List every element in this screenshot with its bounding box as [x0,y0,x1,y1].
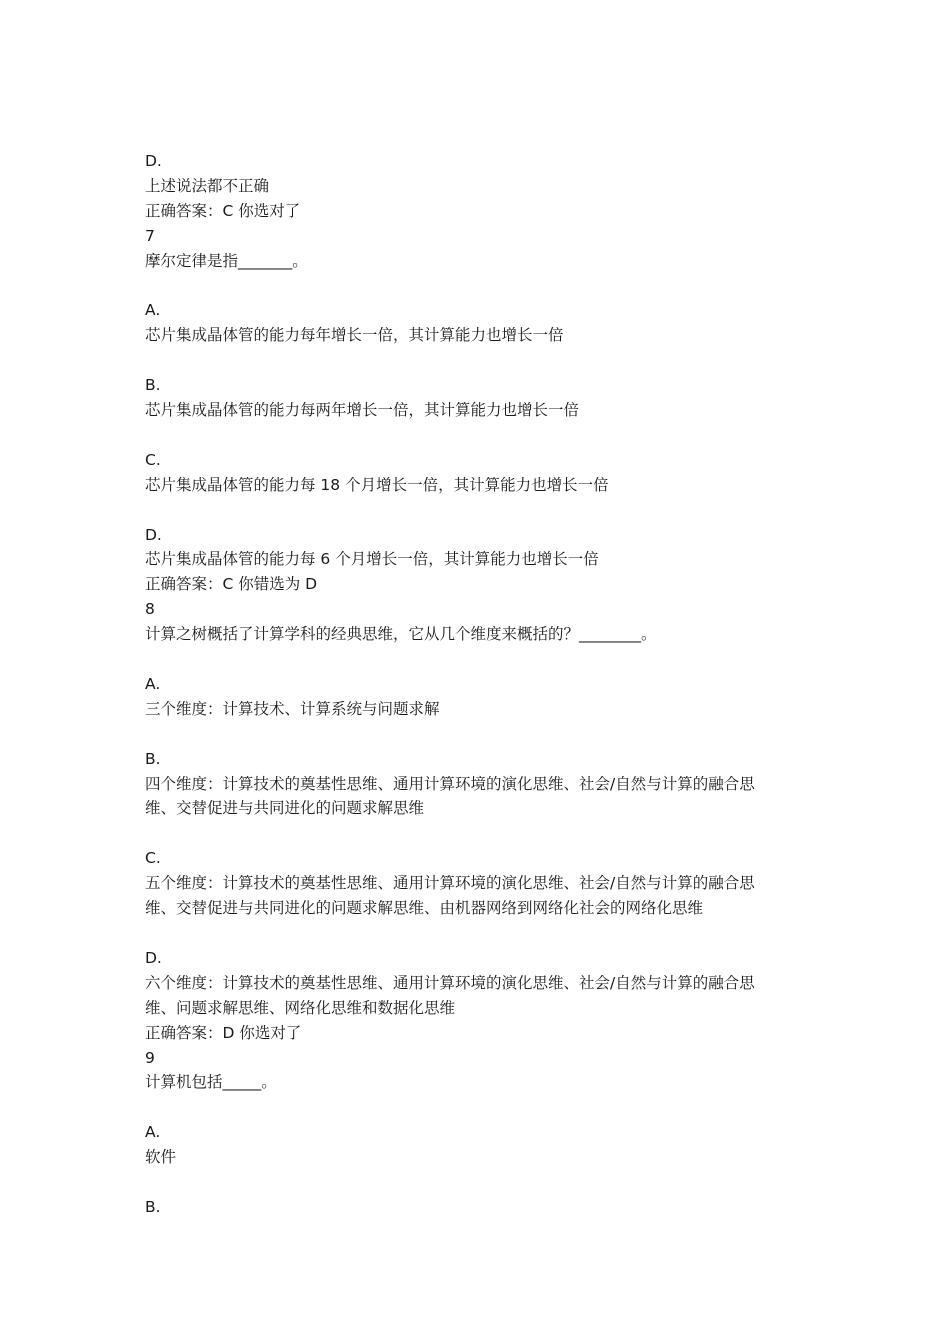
question-text: 计算之树概括了计算学科的经典思维，它从几个维度来概括的？________。 [145,625,657,644]
option-text: 芯片集成晶体管的能力每两年增长一倍，其计算能力也增长一倍 [145,401,580,420]
question-number: 7 [145,226,155,245]
option-text: 芯片集成晶体管的能力每年增长一倍，其计算能力也增长一倍 [145,326,564,345]
option-text: 五个维度：计算技术的奠基性思维、通用计算环境的演化思维、社会/自然与计算的融合思 [145,874,755,893]
document-page [145,149,815,1220]
option-label: D. [145,525,162,544]
question-number: 9 [145,1048,155,1067]
option-label: B. [145,749,161,768]
spacer [145,348,815,373]
option-text: 软件 [145,1148,177,1167]
answer-feedback: 正确答案：C 你选对了 [145,201,301,220]
option-text-continued: 维、交替促进与共同进化的问题求解思维 [145,799,425,818]
option-label: B. [145,1197,161,1216]
question-text: 计算机包括_____。 [145,1073,277,1092]
option-label: B. [145,376,161,395]
spacer [145,647,815,672]
option-label: D. [145,152,162,170]
question-number: 8 [145,600,155,619]
spacer [145,1095,815,1120]
option-text: 芯片集成晶体管的能力每 6 个月增长一倍，其计算能力也增长一倍 [145,550,599,569]
spacer [145,722,815,747]
option-text-continued: 维、交替促进与共同进化的问题求解思维、由机器网络到网络化社会的网络化思维 [145,899,704,918]
spacer [145,423,815,448]
spacer [145,921,815,946]
option-text-continued: 维、问题求解思维、网络化思维和数据化思维 [145,998,456,1017]
option-label: C. [145,849,161,868]
option-text: 芯片集成晶体管的能力每 18 个月增长一倍，其计算能力也增长一倍 [145,475,609,494]
option-text: 六个维度：计算技术的奠基性思维、通用计算环境的演化思维、社会/自然与计算的融合思 [145,973,755,992]
spacer [145,1170,815,1195]
option-label: A. [145,301,161,320]
answer-feedback: 正确答案：D 你选对了 [145,1023,302,1042]
spacer [145,274,815,299]
option-label: A. [145,674,161,693]
answer-feedback: 正确答案：C 你错选为 D [145,575,318,594]
option-text: 三个维度：计算技术、计算系统与问题求解 [145,699,440,718]
spacer [145,498,815,523]
spacer [145,821,815,846]
option-text: 四个维度：计算技术的奠基性思维、通用计算环境的演化思维、社会/自然与计算的融合思 [145,774,755,793]
option-label: A. [145,1123,161,1142]
question-text: 摩尔定律是指_______。 [145,251,308,270]
option-text: 上述说法都不正确 [145,176,270,195]
option-label: C. [145,450,161,469]
option-label: D. [145,948,162,967]
